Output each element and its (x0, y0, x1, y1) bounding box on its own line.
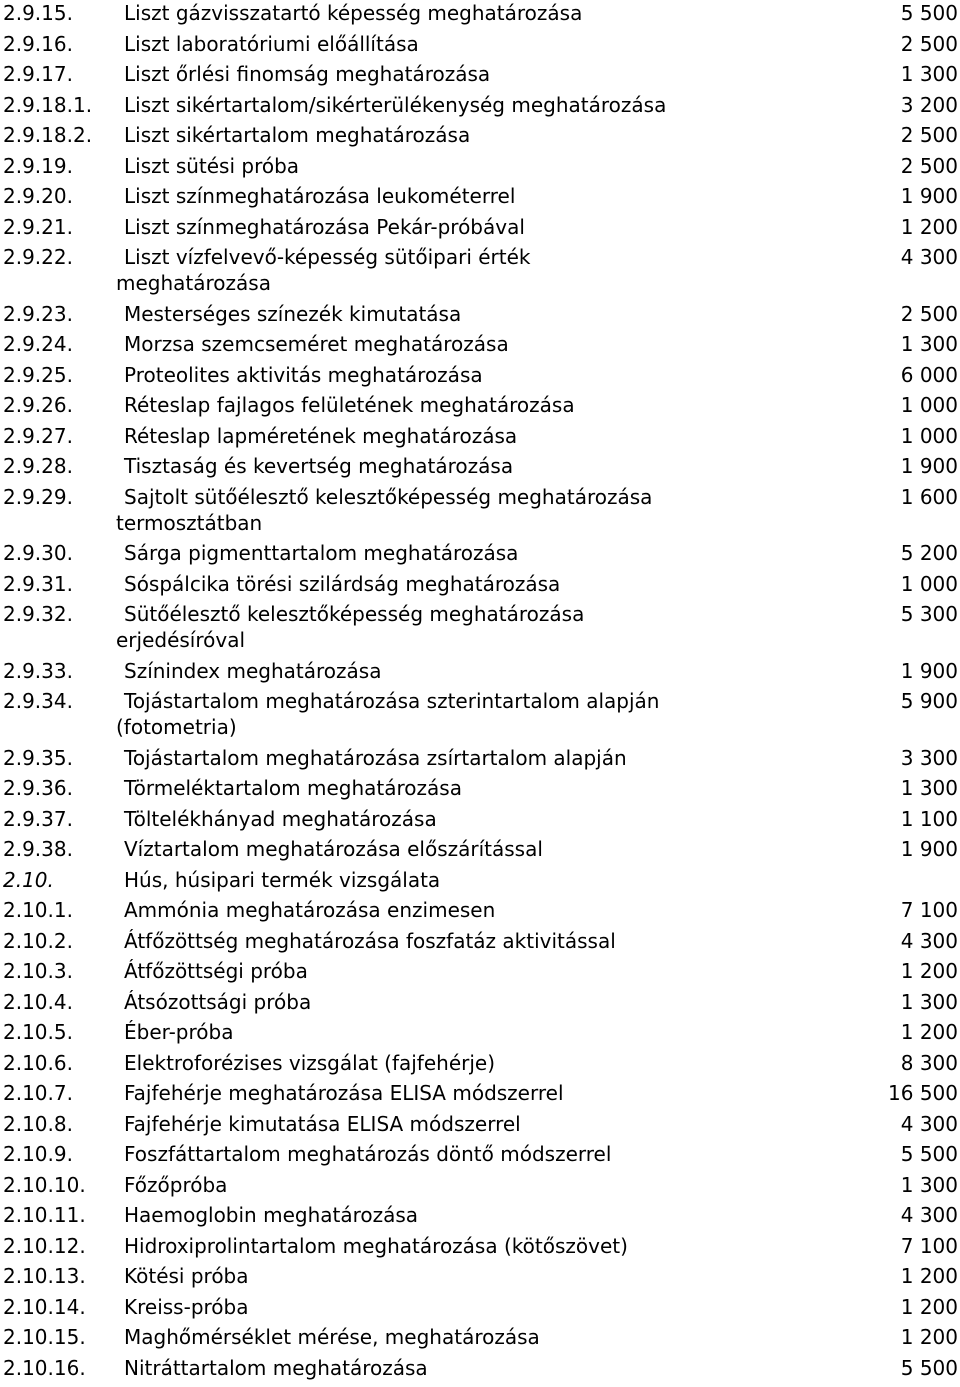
item-title-line: Sütőélesztő kelesztőképesség meghatározása (124, 602, 585, 626)
item-price: 1 000 (900, 393, 958, 417)
item-title-continuation: meghatározása (116, 271, 271, 295)
item-title (124, 571, 764, 597)
item-code: 2.9.38. (3, 837, 73, 861)
item-title (124, 301, 764, 327)
item-code: 2.9.16. (3, 31, 73, 56)
item-price: 4 300 (900, 1111, 958, 1136)
item-title-line: Hús, húsipari termék vizsgálata (124, 867, 441, 892)
item-price: 1 200 (900, 1325, 958, 1349)
item-title (124, 806, 764, 832)
item-price: 4 300 (900, 928, 958, 953)
item-code: 2.9.37. (3, 806, 73, 831)
item-code: 2.10.1. (3, 898, 73, 922)
item-code: 2.9.25. (3, 362, 73, 387)
item-title (124, 1172, 764, 1198)
item-code: 2.10.3. (3, 959, 73, 983)
item-title-line: Sárga pigmenttartalom meghatározása (124, 541, 519, 565)
item-code: 2.9.27. (3, 423, 73, 448)
item-code: 2.10.10. (3, 1172, 86, 1197)
item-code: 2.9.23. (3, 301, 73, 326)
item-code: 2.9.30. (3, 541, 73, 565)
item-code: 2.9.35. (3, 745, 73, 770)
item-code: 2.10.7. (3, 1081, 73, 1105)
item-title-line: Átfőzöttségi próba (124, 959, 308, 983)
item-title-line: Tisztaság és kevertség meghatározása (124, 454, 514, 478)
item-code: 2.10.14. (3, 1294, 86, 1319)
item-price: 3 200 (900, 92, 958, 117)
item-title (124, 1202, 764, 1228)
item-title-line: Törmeléktartalom meghatározása (124, 776, 462, 800)
item-price: 8 300 (900, 1050, 958, 1075)
item-code: 2.10.6. (3, 1050, 73, 1075)
item-title-line: Liszt sikértartalom/sikérterülékenység meghatározása (124, 92, 667, 117)
item-price: 2 500 (900, 153, 958, 178)
item-title-line: Színindex meghatározása (124, 658, 382, 683)
item-title-line: Fajfehérje kimutatása ELISA módszerrel (124, 1111, 521, 1136)
item-title (124, 1324, 764, 1350)
item-code: 2.9.18.2. (3, 123, 93, 147)
item-title-line: Tojástartalom meghatározása szterintartalom alapján (124, 689, 660, 713)
item-price: 1 900 (900, 454, 958, 478)
item-price: 1 300 (900, 1172, 958, 1197)
item-title (124, 423, 764, 449)
item-title (124, 836, 764, 862)
item-title-line: Liszt gázvisszatartó képesség meghatározása (124, 1, 583, 25)
item-title (116, 484, 764, 536)
item-code: 2.9.18.1. (3, 92, 93, 117)
item-title-line: Nitráttartalom meghatározása (124, 1355, 428, 1380)
item-price: 2 500 (900, 123, 958, 147)
item-code: 2.10.16. (3, 1355, 86, 1380)
item-title (124, 122, 764, 148)
item-title-line: Liszt színmeghatározása leukométerrel (124, 184, 516, 208)
item-title (116, 244, 764, 296)
item-price: 1 200 (900, 214, 958, 239)
item-price: 5 300 (900, 602, 958, 626)
item-title-line: Morzsa szemcseméret meghatározása (124, 332, 509, 356)
item-title (124, 392, 764, 418)
item-title-line: Átsózottsági próba (124, 989, 312, 1014)
item-price: 1 600 (900, 484, 958, 509)
item-title-line: Réteslap lapméretének meghatározása (124, 423, 518, 448)
item-code: 2.9.29. (3, 484, 73, 509)
item-code: 2.9.19. (3, 153, 73, 178)
item-code: 2.10. (3, 867, 54, 892)
item-code: 2.10.5. (3, 1020, 73, 1044)
item-price: 1 900 (900, 658, 958, 683)
item-code: 2.9.15. (3, 1, 73, 25)
item-title (124, 1294, 764, 1320)
item-title-line: Liszt sütési próba (124, 153, 300, 178)
item-code: 2.10.9. (3, 1142, 73, 1166)
item-title-line: Maghőmérséklet mérése, meghatározása (124, 1325, 540, 1349)
item-title-line: Liszt színmeghatározása Pekár-próbával (124, 214, 525, 239)
item-title-line: Proteolites aktivitás meghatározása (124, 362, 483, 387)
item-price: 1 300 (900, 332, 958, 356)
item-price: 5 200 (900, 541, 958, 565)
item-title-line: Tojástartalom meghatározása zsírtartalom alapján (124, 745, 627, 770)
item-price: 1 200 (900, 1020, 958, 1044)
item-code: 2.10.8. (3, 1111, 73, 1136)
item-title-line: Liszt vízfelvevő-képesség sütőipari érték (124, 245, 531, 269)
item-title-line: Réteslap fajlagos felületének meghatározása (124, 393, 575, 417)
item-price: 4 300 (900, 1203, 958, 1227)
item-price: 16 500 (888, 1081, 958, 1105)
item-code: 2.10.13. (3, 1264, 86, 1288)
item-code: 2.9.32. (3, 602, 73, 626)
item-price: 5 900 (900, 689, 958, 713)
item-code: 2.9.31. (3, 571, 73, 596)
item-title-line: Sajtolt sütőélesztő kelesztőképesség meghatározása (124, 484, 653, 509)
item-title (124, 1263, 764, 1289)
item-code: 2.9.28. (3, 454, 73, 478)
item-code: 2.9.33. (3, 658, 73, 683)
item-price: 1 200 (900, 959, 958, 983)
item-title-line: Elektroforézises vizsgálat (fajfehérje) (124, 1050, 496, 1075)
item-title (124, 658, 764, 684)
item-title-continuation: (fotometria) (116, 715, 237, 739)
item-title (124, 0, 764, 26)
item-title-line: Liszt laboratóriumi előállítása (124, 31, 419, 56)
item-title-line: Sóspálcika törési szilárdság meghatározása (124, 571, 561, 596)
item-code: 2.9.24. (3, 332, 73, 356)
item-price: 7 100 (900, 898, 958, 922)
item-title-line: Foszfáttartalom meghatározás döntő módszerrel (124, 1142, 612, 1166)
item-code: 2.9.36. (3, 776, 73, 800)
item-title-line: Éber-próba (124, 1020, 234, 1044)
item-price: 3 300 (900, 745, 958, 770)
item-code: 2.9.20. (3, 184, 73, 208)
item-title-line: Főzőpróba (124, 1172, 228, 1197)
item-code: 2.9.21. (3, 214, 73, 239)
item-title (124, 61, 764, 87)
item-title (124, 183, 764, 209)
item-title (124, 1355, 764, 1381)
item-title (124, 989, 764, 1015)
item-price: 1 300 (900, 989, 958, 1014)
item-title (124, 1080, 764, 1106)
item-price: 5 500 (900, 1, 958, 25)
item-title-line: Víztartalom meghatározása előszárítással (124, 837, 543, 861)
item-price: 1 300 (900, 62, 958, 86)
item-code: 2.9.17. (3, 62, 73, 86)
item-price: 1 900 (900, 184, 958, 208)
item-code: 2.10.2. (3, 928, 73, 953)
item-title (124, 453, 764, 479)
item-title-line: Kreiss-próba (124, 1294, 249, 1319)
item-title (124, 1233, 764, 1259)
item-title (124, 1141, 764, 1167)
item-title (124, 540, 764, 566)
item-title-continuation: termosztátban (116, 510, 263, 535)
item-price: 1 000 (900, 571, 958, 596)
item-title-line: Töltelékhányad meghatározása (124, 806, 437, 831)
item-title (116, 688, 764, 740)
item-title-line: Hidroxiprolintartalom meghatározása (kötőszövet) (124, 1233, 628, 1258)
item-title-line: Haemoglobin meghatározása (124, 1203, 419, 1227)
item-title-line: Átfőzöttség meghatározása foszfatáz aktivitással (124, 928, 616, 953)
item-title (124, 928, 764, 954)
item-price: 2 500 (900, 31, 958, 56)
item-price: 4 300 (900, 245, 958, 269)
item-title (124, 897, 764, 923)
item-title-line: Fajfehérje meghatározása ELISA módszerrel (124, 1081, 564, 1105)
item-price: 2 500 (900, 301, 958, 326)
item-title (124, 1111, 764, 1137)
item-price: 6 000 (900, 362, 958, 387)
item-title (124, 958, 764, 984)
item-title-line: Kötési próba (124, 1264, 249, 1288)
item-title (124, 362, 764, 388)
item-title-line: Liszt őrlési finomság meghatározása (124, 62, 491, 86)
item-title (124, 331, 764, 357)
item-code: 2.10.15. (3, 1325, 86, 1349)
item-title-line: Liszt sikértartalom meghatározása (124, 123, 471, 147)
item-title (124, 775, 764, 801)
item-title (124, 867, 764, 893)
item-title (124, 745, 764, 771)
item-price: 1 300 (900, 776, 958, 800)
item-price: 7 100 (900, 1233, 958, 1258)
item-price: 1 900 (900, 837, 958, 861)
item-title (116, 601, 764, 653)
item-price: 5 500 (900, 1142, 958, 1166)
item-price: 1 200 (900, 1294, 958, 1319)
item-title-line: Mesterséges színezék kimutatása (124, 301, 462, 326)
item-price: 5 500 (900, 1355, 958, 1380)
item-title (124, 214, 764, 240)
item-title (124, 92, 764, 118)
item-code: 2.10.12. (3, 1233, 86, 1258)
item-price: 1 200 (900, 1264, 958, 1288)
item-title (124, 1050, 764, 1076)
item-price: 1 100 (900, 806, 958, 831)
item-title-continuation: erjedésíróval (116, 628, 246, 652)
item-code: 2.9.26. (3, 393, 73, 417)
item-title (124, 153, 764, 179)
item-code: 2.10.11. (3, 1203, 86, 1227)
item-title (124, 1019, 764, 1045)
item-title (124, 31, 764, 57)
item-code: 2.9.22. (3, 245, 73, 269)
item-title-line: Ammónia meghatározása enzimesen (124, 898, 496, 922)
item-code: 2.10.4. (3, 989, 73, 1014)
item-code: 2.9.34. (3, 689, 73, 713)
item-price: 1 000 (900, 423, 958, 448)
